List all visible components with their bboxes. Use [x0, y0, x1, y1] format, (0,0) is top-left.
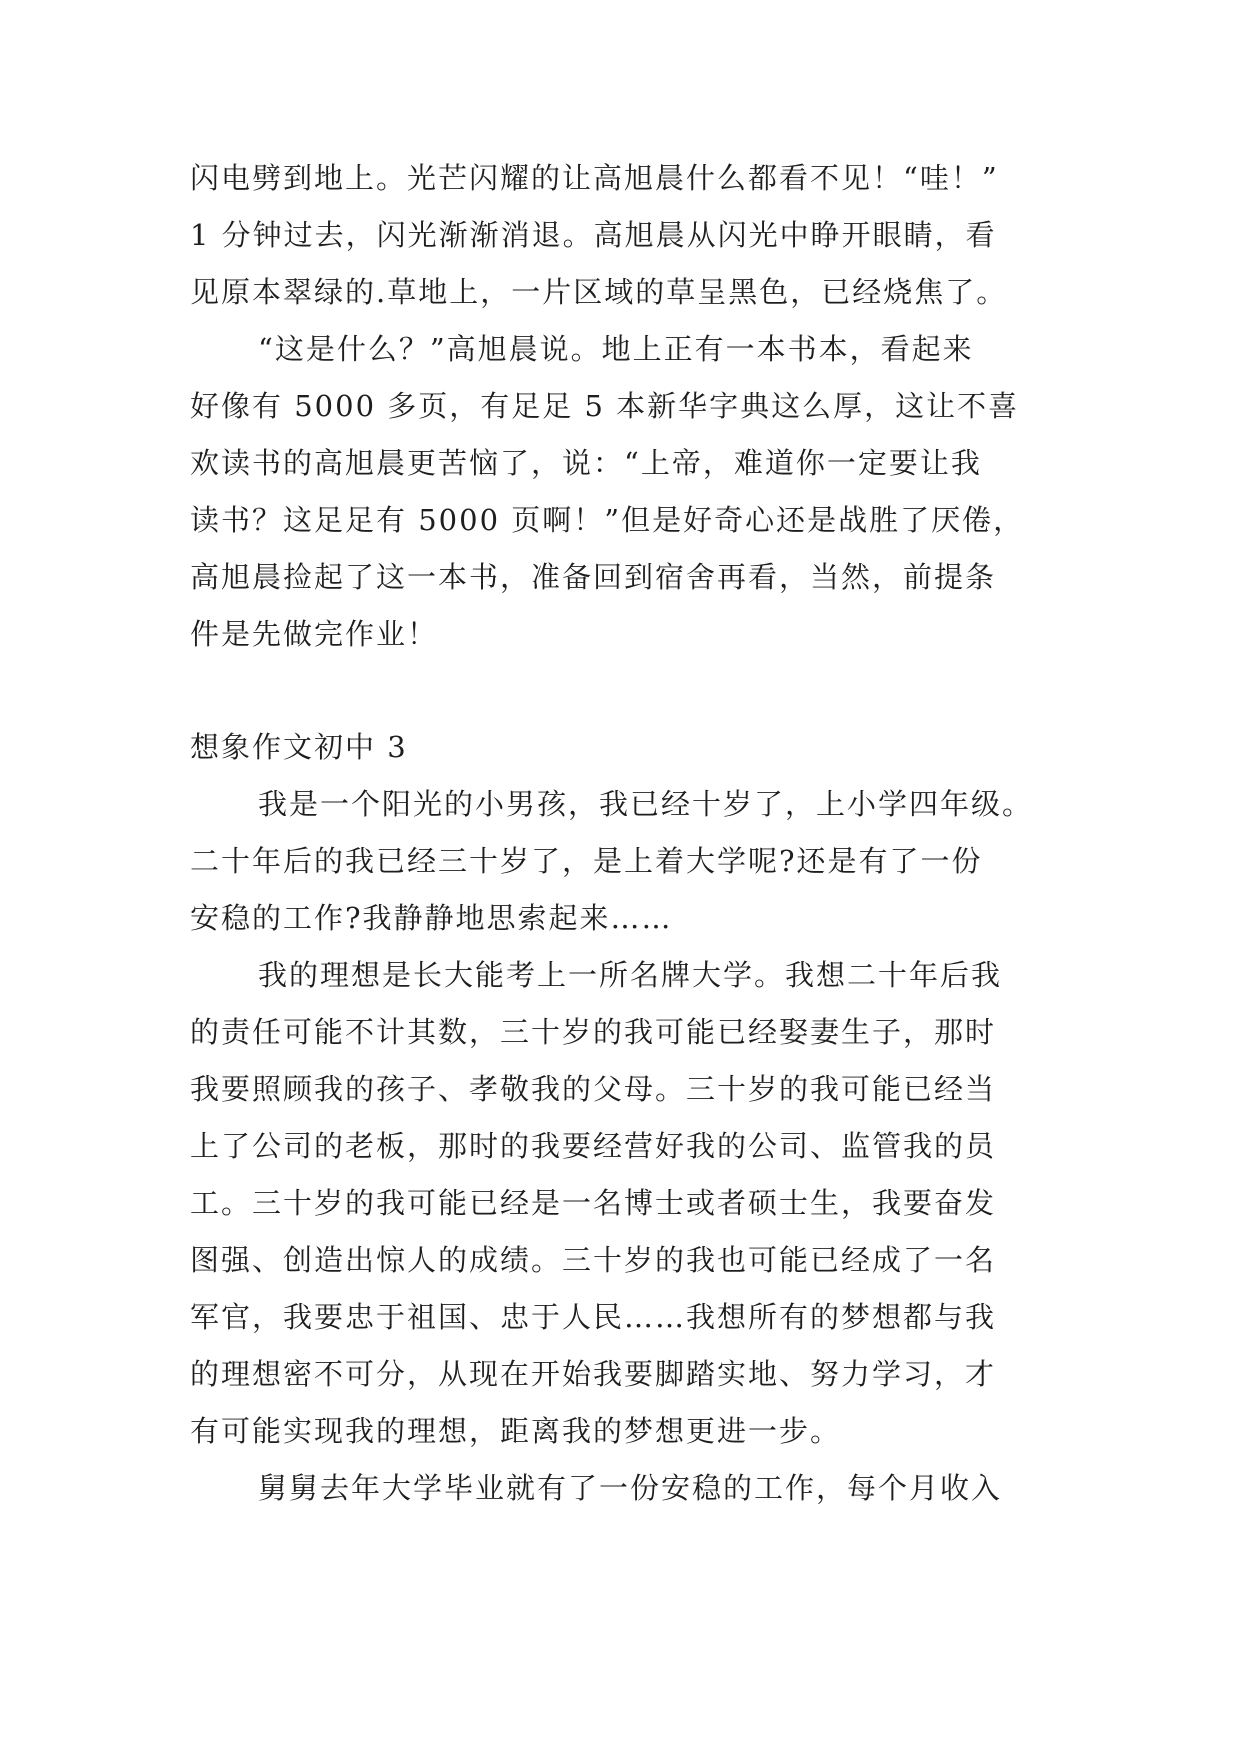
- text-line: 安稳的工作?我静静地思索起来……: [190, 901, 673, 935]
- text-line: 二十年后的我已经三十岁了，是上着大学呢?还是有了一份: [190, 844, 983, 878]
- text-line: 高旭晨捡起了这一本书，准备回到宿舍再看，当然，前提条: [190, 560, 997, 594]
- text-line: 好像有 5000 多页，有足足 5 本新华字典这么厚，这让不喜: [190, 389, 1020, 423]
- text-line: 军官，我要忠于祖国、忠于人民……我想所有的梦想都与我: [190, 1300, 997, 1334]
- text-line: 1 分钟过去，闪光渐渐消退。高旭晨从闪光中睁开眼睛，看: [190, 218, 997, 252]
- text-line: 我是一个阳光的小男孩，我已经十岁了，上小学四年级。: [258, 787, 1034, 821]
- text-line: 的理想密不可分，从现在开始我要脚踏实地、努力学习，才: [190, 1357, 997, 1391]
- text-line: 上了公司的老板，那时的我要经营好我的公司、监管我的员: [190, 1129, 997, 1163]
- text-line: 有可能实现我的理想，距离我的梦想更进一步。: [190, 1414, 842, 1448]
- text-line: 见原本翠绿的.草地上，一片区域的草呈黑色，已经烧焦了。: [190, 275, 1008, 309]
- text-line: 的责任可能不计其数，三十岁的我可能已经娶妻生子，那时: [190, 1015, 997, 1049]
- text-line: 工。三十岁的我可能已经是一名博士或者硕士生，我要奋发: [190, 1186, 997, 1220]
- text-line: 读书？这足足有 5000 页啊！”但是好奇心还是战胜了厌倦，: [190, 503, 1025, 537]
- section-heading: 想象作文初中 3: [190, 730, 408, 764]
- text-line: 闪电劈到地上。光芒闪耀的让高旭晨什么都看不见！“哇！”: [190, 161, 999, 195]
- text-line: 件是先做完作业！: [190, 617, 439, 651]
- text-line: 舅舅去年大学毕业就有了一份安稳的工作，每个月收入: [258, 1471, 1003, 1505]
- text-line: 欢读书的高旭晨更苦恼了，说：“上帝，难道你一定要让我: [190, 446, 982, 480]
- text-line: 图强、创造出惊人的成绩。三十岁的我也可能已经成了一名: [190, 1243, 997, 1277]
- text-line: “这是什么？”高旭晨说。地上正有一本书本，看起来: [258, 332, 974, 366]
- text-line: 我要照顾我的孩子、孝敬我的父母。三十岁的我可能已经当: [190, 1072, 997, 1106]
- text-line: 我的理想是长大能考上一所名牌大学。我想二十年后我: [258, 958, 1003, 992]
